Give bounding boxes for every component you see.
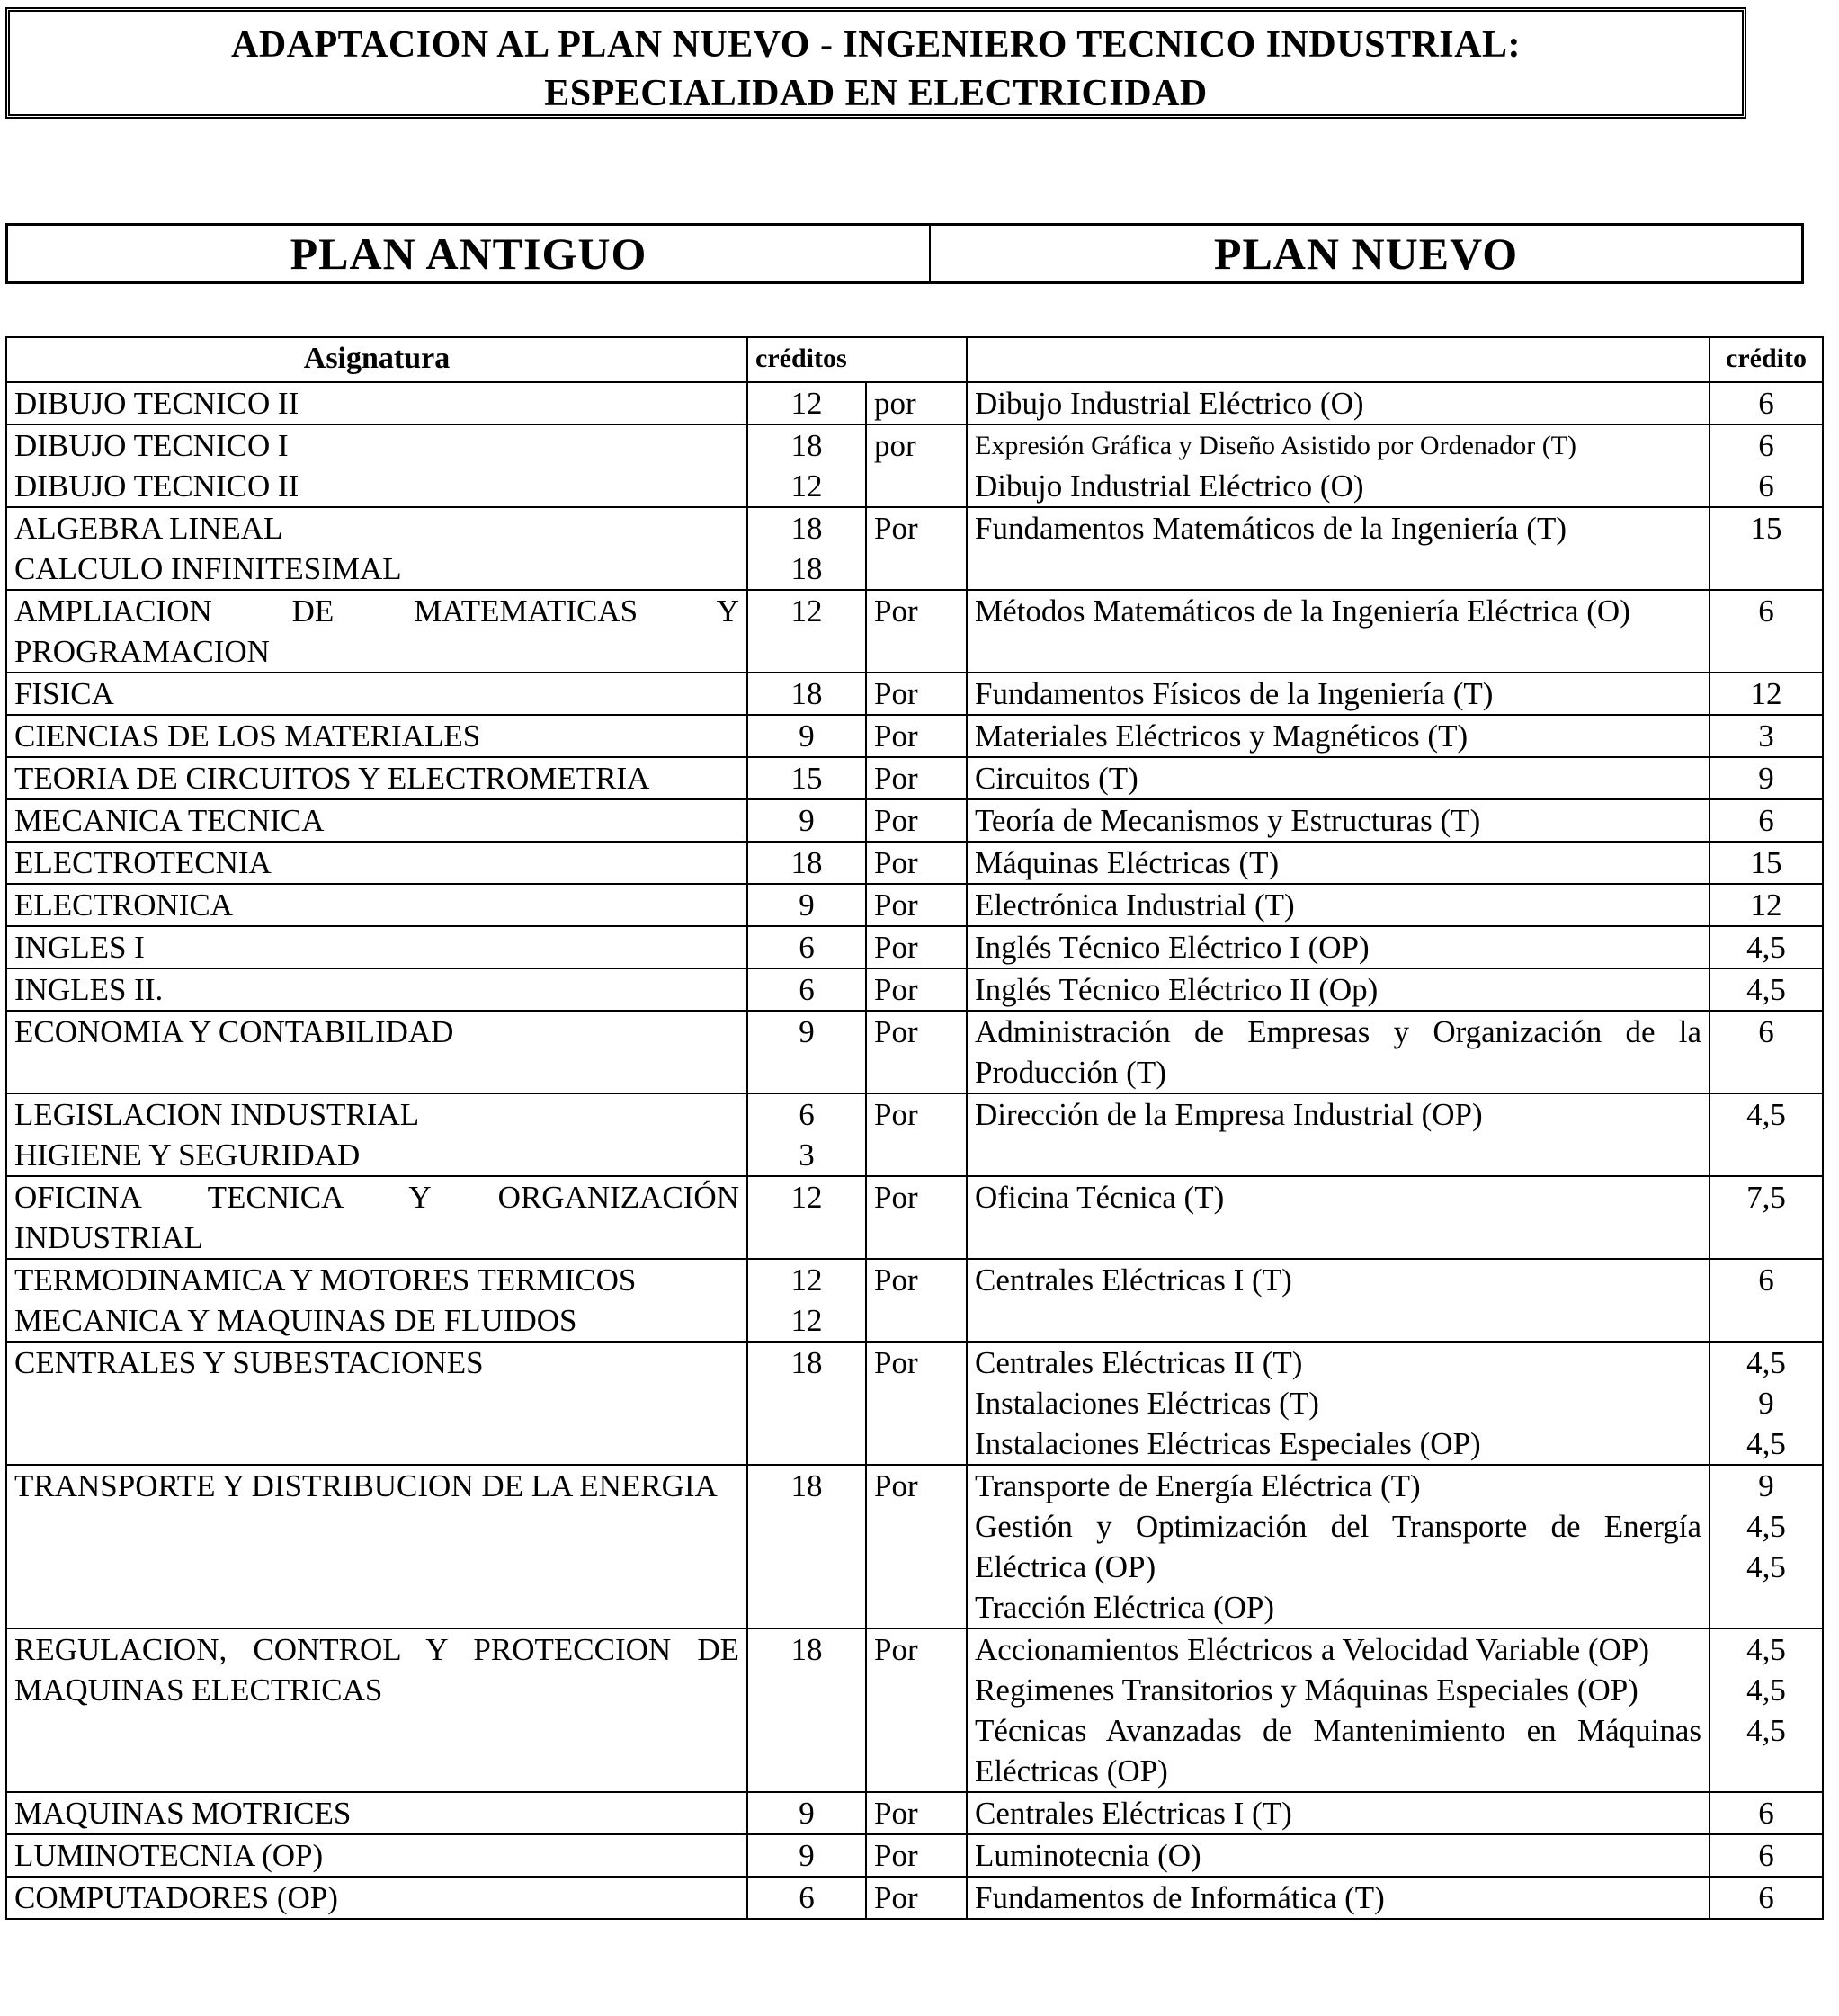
old-credits: 15 <box>790 761 823 796</box>
table-row <box>6 424 1823 507</box>
old-subject-cell <box>6 842 747 884</box>
new-credits-cell <box>1710 1465 1823 1628</box>
new-credits-cell <box>1710 1628 1823 1792</box>
old-credits: 18 <box>790 676 823 711</box>
old-credits: 9 <box>799 803 815 838</box>
old-subject: TERMODINAMICA Y MOTORES TERMICOS <box>14 1262 637 1298</box>
old-credits: 12 <box>790 1262 823 1298</box>
por-cell <box>866 1465 967 1628</box>
new-subject-cell <box>967 1093 1710 1176</box>
old-subject: CALCULO INFINITESIMAL <box>14 551 402 586</box>
old-credits: 18 <box>790 511 823 546</box>
new-credits: 6 <box>1758 1262 1774 1298</box>
por-cell <box>866 715 967 757</box>
por-label: Por <box>874 1097 918 1132</box>
old-subject-cell <box>6 1011 747 1093</box>
new-credits: 6 <box>1758 468 1774 504</box>
por-label: Por <box>874 761 918 796</box>
new-subject-cell <box>967 1176 1710 1259</box>
old-subject: CIENCIAS DE LOS MATERIALES <box>14 718 481 754</box>
por-label: Por <box>874 593 918 629</box>
new-subject: Dibujo Industrial Eléctrico (O) <box>975 468 1364 504</box>
table-row <box>6 382 1823 424</box>
por-label: Por <box>874 1180 918 1215</box>
table-row <box>6 507 1823 590</box>
table-row <box>6 842 1823 884</box>
old-credits: 18 <box>790 1345 823 1380</box>
old-subject: LUMINOTECNIA (OP) <box>14 1838 324 1873</box>
old-credits-cell <box>747 799 866 842</box>
new-credits: 4,5 <box>1746 1509 1786 1544</box>
table-row <box>6 1877 1823 1919</box>
old-credits-cell <box>747 968 866 1011</box>
table-row <box>6 926 1823 968</box>
new-subject-cell <box>967 757 1710 799</box>
new-subject-cell <box>967 590 1710 673</box>
old-credits: 9 <box>799 1014 815 1049</box>
old-subject: DIBUJO TECNICO II <box>14 386 299 421</box>
old-credits: 18 <box>790 1468 823 1503</box>
new-subject: Máquinas Eléctricas (T) <box>975 845 1280 880</box>
old-credits-cell <box>747 884 866 926</box>
new-subject-cell <box>967 842 1710 884</box>
new-subject-cell <box>967 926 1710 968</box>
new-subject: Luminotecnia (O) <box>975 1838 1201 1873</box>
old-credits: 12 <box>790 593 823 629</box>
table-row <box>6 884 1823 926</box>
new-subject-cell <box>967 1011 1710 1093</box>
old-credits: 9 <box>799 888 815 923</box>
old-subject-cell <box>6 1259 747 1342</box>
por-label: Por <box>874 1632 918 1667</box>
new-credits-cell <box>1710 1176 1823 1259</box>
table-row <box>6 1792 1823 1834</box>
new-subject: Métodos Matemáticos de la Ingeniería Eléctrica (O) <box>975 593 1630 629</box>
new-subject: Inglés Técnico Eléctrico I (OP) <box>975 930 1370 965</box>
new-credits-cell <box>1710 590 1823 673</box>
por-cell <box>866 1628 967 1792</box>
new-credits-cell <box>1710 884 1823 926</box>
old-subject-cell <box>6 590 747 673</box>
por-label: Por <box>874 803 918 838</box>
document-title-box <box>5 7 1746 119</box>
new-credits-cell <box>1710 424 1823 507</box>
header-por-blank <box>866 337 967 382</box>
new-credits: 6 <box>1758 386 1774 421</box>
por-label: Por <box>874 1796 918 1831</box>
new-credits: 15 <box>1750 845 1782 880</box>
por-cell <box>866 590 967 673</box>
old-subject: TRANSPORTE Y DISTRIBUCION DE LA ENERGIA <box>14 1468 718 1503</box>
old-subject: FISICA <box>14 676 114 711</box>
old-credits: 3 <box>799 1137 815 1173</box>
old-subject-cell <box>6 1877 747 1919</box>
old-subject-cell <box>6 507 747 590</box>
por-cell <box>866 1259 967 1342</box>
new-credits: 12 <box>1750 888 1782 923</box>
table-row <box>6 1011 1823 1093</box>
old-credits-cell <box>747 1877 866 1919</box>
old-subject: DIBUJO TECNICO II <box>14 468 299 504</box>
new-credits: 6 <box>1758 1880 1774 1915</box>
old-credits-cell <box>747 424 866 507</box>
por-cell <box>866 673 967 715</box>
new-credits: 4,5 <box>1746 972 1786 1007</box>
new-subject: Electrónica Industrial (T) <box>975 888 1295 923</box>
old-subject: ECONOMIA Y CONTABILIDAD <box>14 1014 454 1049</box>
old-credits-cell <box>747 715 866 757</box>
new-subject-cell <box>967 884 1710 926</box>
old-subject-cell <box>6 673 747 715</box>
por-cell <box>866 424 967 507</box>
por-cell <box>866 1342 967 1465</box>
new-credits-cell <box>1710 1011 1823 1093</box>
new-subject: Circuitos (T) <box>975 761 1138 796</box>
old-subject: MAQUINAS MOTRICES <box>14 1796 352 1831</box>
new-credits-cell <box>1710 799 1823 842</box>
plan-header-box <box>5 223 1804 284</box>
new-credits-cell <box>1710 757 1823 799</box>
new-subject: Gestión y Optimización del Transporte de Energía Eléctrica (OP) <box>975 1509 1701 1584</box>
new-subject: Centrales Eléctricas I (T) <box>975 1262 1292 1298</box>
por-label: Por <box>874 1880 918 1915</box>
new-subject: Técnicas Avanzadas de Mantenimiento en Máquinas Eléctricas (OP) <box>975 1713 1701 1789</box>
por-label: por <box>874 386 916 421</box>
old-subject: OFICINA TECNICA Y ORGANIZACIÓN INDUSTRIAL <box>14 1180 739 1255</box>
new-subject-cell <box>967 507 1710 590</box>
por-cell <box>866 1834 967 1877</box>
table-row <box>6 799 1823 842</box>
new-credits: 4,5 <box>1746 1632 1786 1667</box>
new-credits: 6 <box>1758 593 1774 629</box>
new-subject-cell <box>967 799 1710 842</box>
old-credits-cell <box>747 1093 866 1176</box>
old-subject-cell <box>6 1465 747 1628</box>
header-new-subject <box>967 337 1710 382</box>
new-subject-cell <box>967 1628 1710 1792</box>
new-subject-cell <box>967 382 1710 424</box>
table-row <box>6 757 1823 799</box>
new-credits: 4,5 <box>1746 1673 1786 1708</box>
old-subject: ELECTRONICA <box>14 888 234 923</box>
old-subject-cell <box>6 715 747 757</box>
table-row <box>6 1834 1823 1877</box>
new-credits: 6 <box>1758 1014 1774 1049</box>
new-subject: Tracción Eléctrica (OP) <box>975 1590 1275 1625</box>
new-subject: Materiales Eléctricos y Magnéticos (T) <box>975 718 1469 754</box>
new-credits-cell <box>1710 968 1823 1011</box>
por-cell <box>866 884 967 926</box>
new-subject: Administración de Empresas y Organización de la Producción (T) <box>975 1014 1701 1090</box>
new-credits: 4,5 <box>1746 1345 1786 1380</box>
old-credits: 9 <box>799 1796 815 1831</box>
por-cell <box>866 1176 967 1259</box>
old-credits-cell <box>747 1628 866 1792</box>
por-label: por <box>874 428 916 463</box>
por-label: Por <box>874 888 918 923</box>
por-label: Por <box>874 676 918 711</box>
old-credits: 18 <box>790 551 823 586</box>
new-subject: Fundamentos Físicos de la Ingeniería (T) <box>975 676 1494 711</box>
old-credits: 18 <box>790 845 823 880</box>
old-credits: 6 <box>799 1097 815 1132</box>
new-subject-cell <box>967 1877 1710 1919</box>
new-credits-cell <box>1710 1792 1823 1834</box>
old-credits: 18 <box>790 1632 823 1667</box>
por-cell <box>866 507 967 590</box>
old-credits-cell <box>747 842 866 884</box>
old-credits: 12 <box>790 1180 823 1215</box>
new-credits: 9 <box>1758 1468 1774 1503</box>
old-credits-cell <box>747 1834 866 1877</box>
old-subject-cell <box>6 757 747 799</box>
new-subject-cell <box>967 715 1710 757</box>
por-label: Por <box>874 718 918 754</box>
old-credits-cell <box>747 1342 866 1465</box>
table-row <box>6 715 1823 757</box>
old-subject-cell <box>6 1176 747 1259</box>
old-credits-cell <box>747 590 866 673</box>
table-row <box>6 673 1823 715</box>
new-subject: Fundamentos de Informática (T) <box>975 1880 1385 1915</box>
old-subject: CENTRALES Y SUBESTACIONES <box>14 1345 484 1380</box>
new-subject-cell <box>967 424 1710 507</box>
new-subject-cell <box>967 673 1710 715</box>
old-credits-cell <box>747 1259 866 1342</box>
old-subject-cell <box>6 968 747 1011</box>
new-credits-cell <box>1710 382 1823 424</box>
old-subject-cell <box>6 424 747 507</box>
old-subject: MECANICA Y MAQUINAS DE FLUIDOS <box>14 1303 577 1338</box>
new-subject-cell <box>967 1834 1710 1877</box>
old-subject-cell <box>6 1093 747 1176</box>
new-subject: Centrales Eléctricas I (T) <box>975 1796 1292 1831</box>
old-subject: COMPUTADORES (OP) <box>14 1880 338 1915</box>
new-subject-cell <box>967 1259 1710 1342</box>
new-credits: 6 <box>1758 428 1774 463</box>
por-label: Por <box>874 972 918 1007</box>
new-credits-cell <box>1710 1877 1823 1919</box>
new-subject: Expresión Gráfica y Diseño Asistido por Ordenador (T) <box>975 431 1576 460</box>
table-row <box>6 1628 1823 1792</box>
new-credits-cell <box>1710 926 1823 968</box>
por-label: Por <box>874 845 918 880</box>
new-credits-cell <box>1710 1093 1823 1176</box>
new-credits-cell <box>1710 673 1823 715</box>
old-subject: AMPLIACION DE MATEMATICAS Y PROGRAMACION <box>14 593 739 669</box>
header-asignatura: Asignatura <box>6 337 747 382</box>
por-label: Por <box>874 1838 918 1873</box>
new-credits: 9 <box>1758 1386 1774 1421</box>
old-credits-cell <box>747 1792 866 1834</box>
new-subject: Oficina Técnica (T) <box>975 1180 1225 1215</box>
old-subject-cell <box>6 926 747 968</box>
old-subject: INGLES I <box>14 930 145 965</box>
por-cell <box>866 968 967 1011</box>
new-credits: 6 <box>1758 1838 1774 1873</box>
old-subject-cell <box>6 382 747 424</box>
new-subject: Instalaciones Eléctricas (T) <box>975 1386 1319 1421</box>
old-subject-cell <box>6 1628 747 1792</box>
old-credits: 12 <box>790 386 823 421</box>
new-subject: Fundamentos Matemáticos de la Ingeniería (T) <box>975 511 1567 546</box>
old-subject: ALGEBRA LINEAL <box>14 511 283 546</box>
por-label: Por <box>874 1468 918 1503</box>
new-subject: Accionamientos Eléctricos a Velocidad Variable (OP) <box>975 1632 1649 1667</box>
old-subject: DIBUJO TECNICO I <box>14 428 289 463</box>
por-cell <box>866 757 967 799</box>
new-credits: 4,5 <box>1746 1097 1786 1132</box>
old-credits-cell <box>747 926 866 968</box>
old-credits-cell <box>747 1176 866 1259</box>
new-subject: Inglés Técnico Eléctrico II (Op) <box>975 972 1379 1007</box>
por-cell <box>866 842 967 884</box>
old-subject: INGLES II. <box>14 972 164 1007</box>
old-credits: 12 <box>790 1303 823 1338</box>
table-row <box>6 1342 1823 1465</box>
old-credits: 6 <box>799 972 815 1007</box>
por-cell <box>866 1877 967 1919</box>
old-credits-cell <box>747 1465 866 1628</box>
por-cell <box>866 799 967 842</box>
new-credits: 4,5 <box>1746 1713 1786 1748</box>
new-credits: 3 <box>1758 718 1774 754</box>
old-subject-cell <box>6 884 747 926</box>
old-credits: 12 <box>790 468 823 504</box>
por-cell <box>866 1011 967 1093</box>
plan-antiguo-heading: PLAN ANTIGUO <box>8 226 931 281</box>
adaptation-table <box>5 336 1824 1920</box>
new-credits: 4,5 <box>1746 930 1786 965</box>
old-subject: LEGISLACION INDUSTRIAL <box>14 1097 420 1132</box>
new-subject-cell <box>967 1342 1710 1465</box>
old-credits: 6 <box>799 930 815 965</box>
old-credits: 6 <box>799 1880 815 1915</box>
table-row <box>6 968 1823 1011</box>
new-credits: 12 <box>1750 676 1782 711</box>
new-credits: 9 <box>1758 761 1774 796</box>
table-header-row <box>6 337 1823 382</box>
new-credits: 15 <box>1750 511 1782 546</box>
new-credits-cell <box>1710 1834 1823 1877</box>
new-credits: 7,5 <box>1746 1180 1786 1215</box>
table-row <box>6 1093 1823 1176</box>
por-label: Por <box>874 511 918 546</box>
old-credits: 9 <box>799 1838 815 1873</box>
old-subject-cell <box>6 799 747 842</box>
new-credits: 4,5 <box>1746 1426 1786 1461</box>
por-label: Por <box>874 1014 918 1049</box>
old-credits-cell <box>747 507 866 590</box>
new-subject: Transporte de Energía Eléctrica (T) <box>975 1468 1421 1503</box>
new-credits-cell <box>1710 507 1823 590</box>
header-credito: crédito <box>1710 337 1823 382</box>
old-credits-cell <box>747 382 866 424</box>
new-subject: Dibujo Industrial Eléctrico (O) <box>975 386 1364 421</box>
title-line-1: ADAPTACION AL PLAN NUEVO - INGENIERO TECNICO INDUSTRIAL: <box>231 24 1521 66</box>
new-subject: Dirección de la Empresa Industrial (OP) <box>975 1097 1483 1132</box>
table-row <box>6 590 1823 673</box>
table-row <box>6 1176 1823 1259</box>
new-subject: Regimenes Transitorios y Máquinas Especiales (OP) <box>975 1673 1638 1708</box>
por-cell <box>866 1792 967 1834</box>
header-creditos: créditos <box>747 337 866 382</box>
new-credits-cell <box>1710 842 1823 884</box>
new-subject: Instalaciones Eléctricas Especiales (OP) <box>975 1426 1481 1461</box>
por-label: Por <box>874 930 918 965</box>
old-subject: HIGIENE Y SEGURIDAD <box>14 1137 361 1173</box>
new-credits-cell <box>1710 715 1823 757</box>
old-subject-cell <box>6 1834 747 1877</box>
new-subject-cell <box>967 1465 1710 1628</box>
old-credits: 18 <box>790 428 823 463</box>
new-subject-cell <box>967 1792 1710 1834</box>
table-row <box>6 1465 1823 1628</box>
por-label: Por <box>874 1345 918 1380</box>
old-subject: MECANICA TECNICA <box>14 803 325 838</box>
old-credits-cell <box>747 1011 866 1093</box>
old-credits-cell <box>747 757 866 799</box>
old-subject-cell <box>6 1342 747 1465</box>
old-credits-cell <box>747 673 866 715</box>
new-credits-cell <box>1710 1259 1823 1342</box>
por-cell <box>866 926 967 968</box>
new-subject: Teoría de Mecanismos y Estructuras (T) <box>975 803 1481 838</box>
new-credits: 6 <box>1758 803 1774 838</box>
new-subject-cell <box>967 968 1710 1011</box>
plan-nuevo-heading: PLAN NUEVO <box>1213 228 1519 279</box>
old-subject: REGULACION, CONTROL Y PROTECCION DE MAQUINAS ELECTRICAS <box>14 1632 739 1708</box>
new-credits-cell <box>1710 1342 1823 1465</box>
table-row <box>6 1259 1823 1342</box>
old-subject: TEORIA DE CIRCUITOS Y ELECTROMETRIA <box>14 761 650 796</box>
por-cell <box>866 382 967 424</box>
old-subject: ELECTROTECNIA <box>14 845 272 880</box>
new-credits: 4,5 <box>1746 1549 1786 1584</box>
por-cell <box>866 1093 967 1176</box>
old-credits: 9 <box>799 718 815 754</box>
old-subject-cell <box>6 1792 747 1834</box>
por-label: Por <box>874 1262 918 1298</box>
title-line-2: ESPECIALIDAD EN ELECTRICIDAD <box>544 73 1208 114</box>
new-subject: Centrales Eléctricas II (T) <box>975 1345 1303 1380</box>
new-credits: 6 <box>1758 1796 1774 1831</box>
